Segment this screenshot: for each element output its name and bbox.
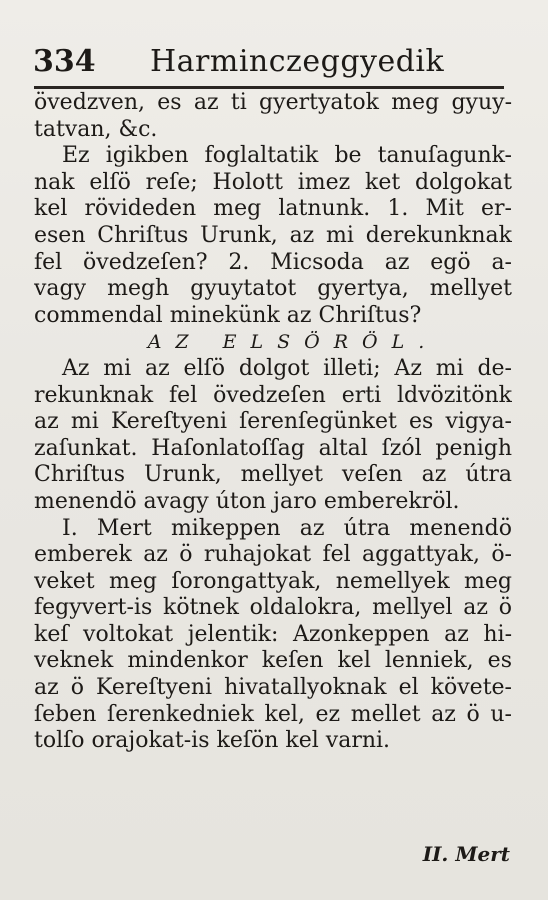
body-text — [34, 90, 512, 755]
text-line-1: övedzven, es az ti gyertyatok meg gyuy- — [34, 90, 512, 115]
text-line-24: ſeben ſerenkedniek kel, ez mellet az ö u- — [34, 701, 512, 727]
text-line-3: Ez igikben foglaltatik be tanuſagunk- — [62, 143, 512, 169]
text-line-21: keſ voltokat jelentik: Azonkeppen az hi- — [34, 621, 512, 647]
text-line-9: commendal minekünk az Chriſtus? — [34, 302, 422, 328]
text-line-13: az mi Kereſtyeni ſerenſegünket es vigya- — [34, 409, 512, 435]
page-number: 334 — [33, 44, 96, 79]
page-header — [28, 40, 508, 86]
text-line-4: nak elſö reſe; Holott imez ket dolgokat — [34, 169, 512, 195]
text-line-15: Chriſtus Urunk, mellyet veſen az útra — [34, 462, 512, 488]
text-line-11: Az mi az elſö dolgot illeti; Az mi de- — [62, 355, 512, 381]
text-line-14: zaſunkat. Haſonlatoſſag altal ſzól penigh — [34, 435, 512, 461]
running-head: Harminczeggyedik — [150, 44, 445, 79]
section-heading: AZ ELSÖRÖL. — [147, 331, 439, 354]
header-rule — [34, 86, 504, 89]
text-line-7: fel övedzeſen? 2. Micsoda az egö a- — [34, 249, 512, 275]
text-line-20: fegyvert-is kötnek oldalokra, mellyel az ö — [34, 595, 512, 621]
text-line-22: veknek mindenkor keſen kel lenniek, es — [34, 648, 512, 674]
text-line-2: tatvan, &c. — [34, 116, 158, 142]
text-line-18: emberek az ö ruhajokat fel aggattyak, ö- — [34, 542, 512, 568]
text-line-8: vagy megh gyuytatot gyertya, mellyet — [34, 276, 512, 302]
text-line-19: veket meg ſorongattyak, nemellyek meg — [34, 568, 512, 594]
text-line-16: menendö avagy úton jaro emberekröl. — [34, 488, 460, 514]
text-line-23: az ö Kereſtyeni hivatallyoknak el követe- — [34, 675, 512, 701]
catchword: II. Mert — [422, 842, 510, 866]
text-line-17: I. Mert mikeppen az útra menendö — [62, 515, 512, 541]
text-line-25: tolſo orajokat-is keſön kel varni. — [34, 728, 391, 754]
text-line-6: esen Chriſtus Urunk, az mi derekunknak — [34, 222, 512, 248]
text-line-12: rekunknak fel övedzeſen erti ldvözitönk — [34, 382, 512, 408]
text-line-5: kel rövideden meg latnunk. 1. Mit er- — [34, 196, 512, 222]
